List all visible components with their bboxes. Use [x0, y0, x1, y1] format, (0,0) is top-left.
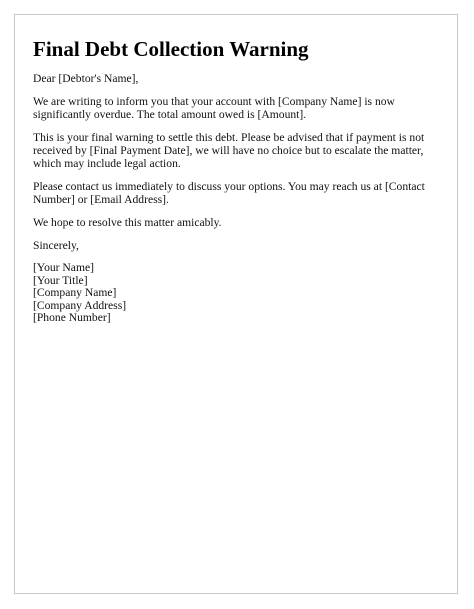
paragraph-contact-info: Please contact us immediately to discuss your options. You may reach us at [Contact Number] or [Email Address]. — [33, 180, 425, 206]
letter-title: Final Debt Collection Warning — [33, 37, 309, 61]
signature-name: [Your Name] — [33, 261, 94, 274]
letter-content — [33, 37, 441, 325]
signature-phone-number: [Phone Number] — [33, 311, 111, 324]
signature-title: [Your Title] — [33, 273, 88, 287]
paragraph-final-warning: This is your final warning to settle this debt. Please be advised that if payment is not received by [Final Payment Date], we will have no choice but to escalate the matter, which may include legal action. — [33, 131, 425, 170]
paragraph-overdue-notice: We are writing to inform you that your account with [Company Name] is now significantly overdue. The total amount owed is [Amount]. — [33, 95, 395, 121]
paragraph-resolution: We hope to resolve this matter amicably. — [33, 216, 222, 229]
signature-company-address: [Company Address] — [33, 298, 127, 312]
salutation: Dear [Debtor's Name], — [33, 72, 139, 85]
signature-company-name: [Company Name] — [33, 286, 117, 299]
signature-block — [33, 262, 441, 325]
closing: Sincerely, — [33, 239, 79, 252]
letter-page — [14, 14, 458, 594]
